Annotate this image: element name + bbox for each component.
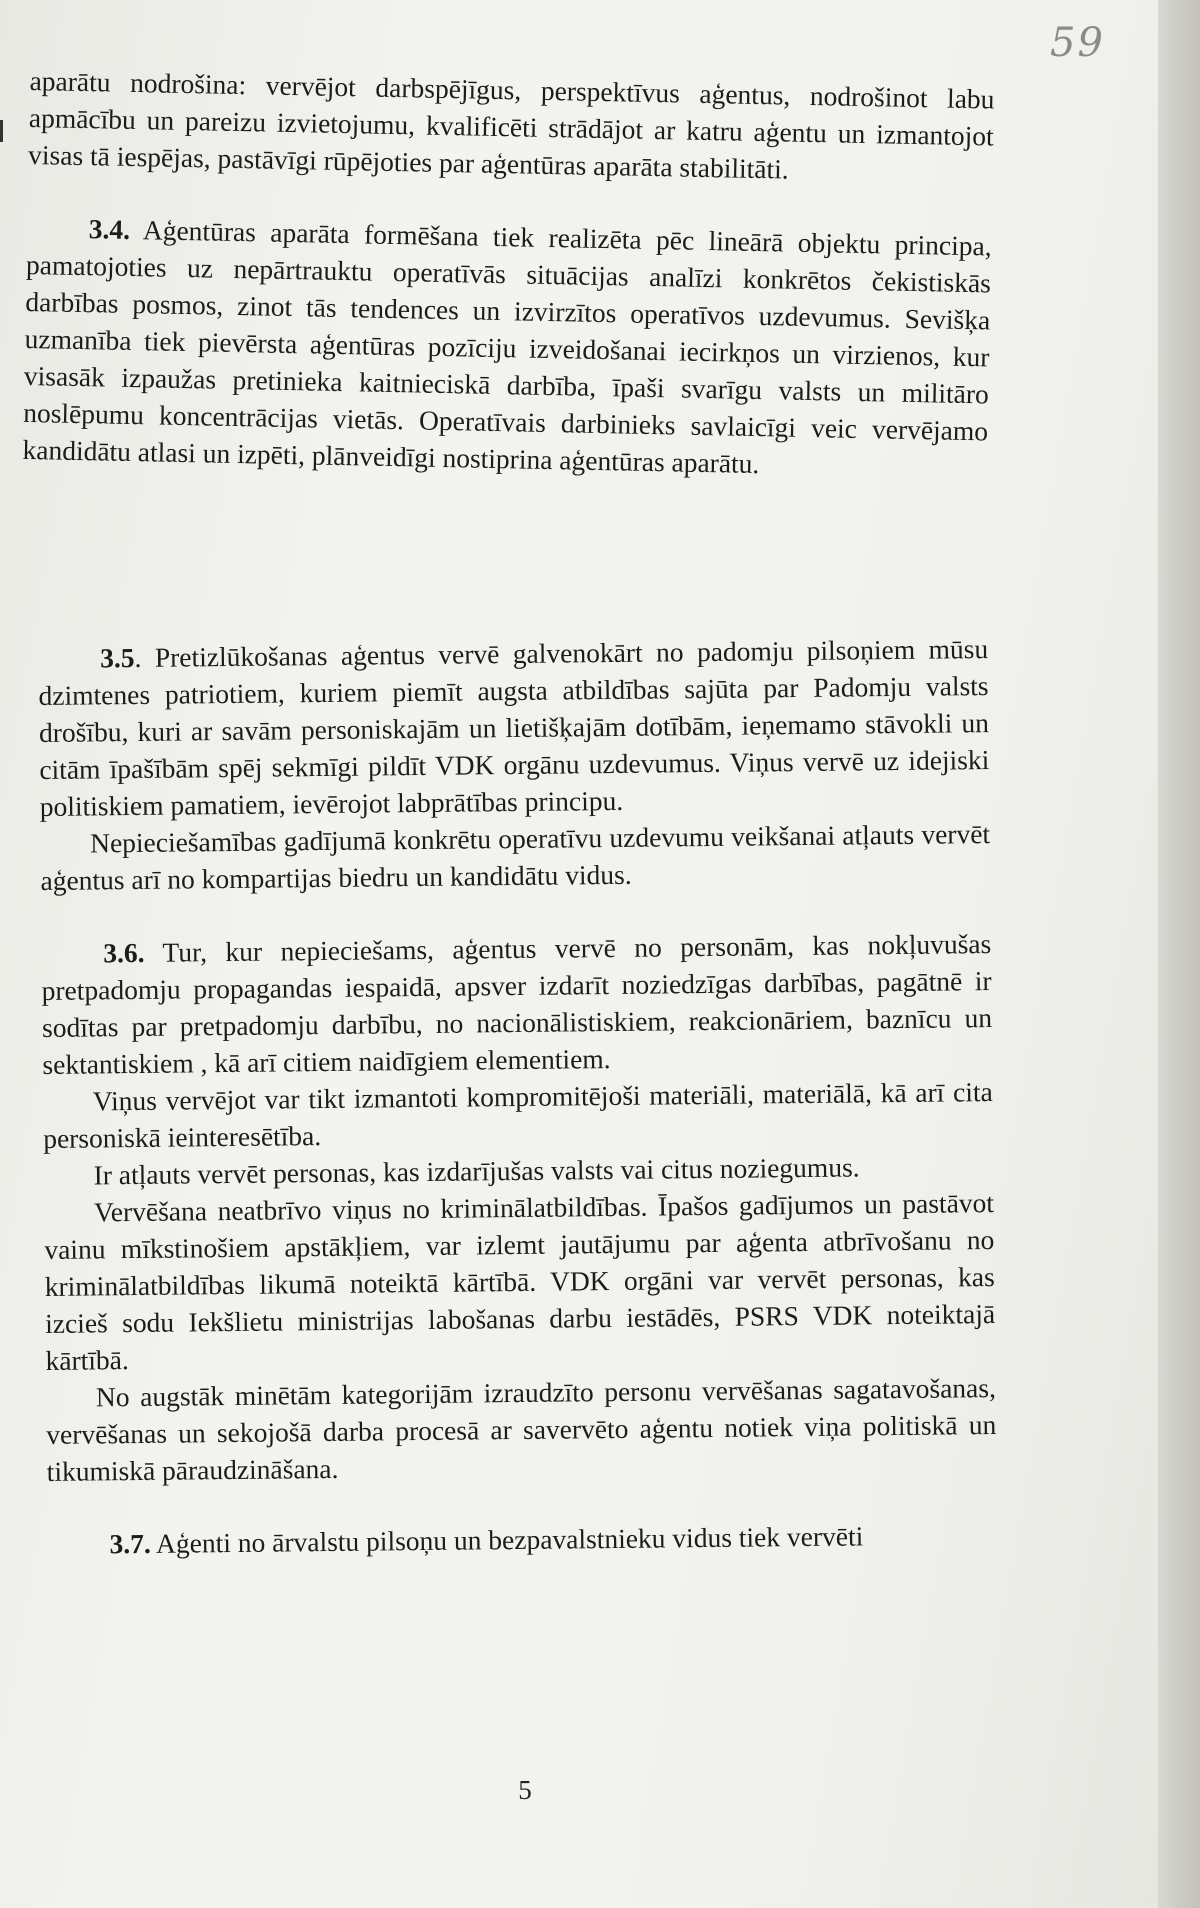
paragraph-3-6 xyxy=(41,925,992,1083)
page-edge-shadow xyxy=(1158,0,1200,1908)
paragraph-3-4-text: Aģentūras aparāta formēšana tiek realizēta pēc lineārā objektu principa, pamatojoties uz nepārtrauktu operatīvās situācijas analīzi konkrētos čekistiskās darbības posmos, zinot tās tendences un izvirzītos operatīvos uzdevumus. Sevišķa uzmanība tiek pievērsta aģentūras pozīciju izveidošanai iecirkņos un virzienos, kur visasāk izpaužas pretinieka kaitnieciskā darbība, īpaši svarīgu valsts un militāro noslēpumu koncentrācijas vietās. Operatīvais darbinieks savlaicīgi veic vervējamo kandidātu atlasi un izpēti, plānveidīgi nostiprina aģentūras aparātu. xyxy=(22,213,992,480)
paragraph-3-5-text: . Pretizlūkošanas aģentus vervē galvenokārt no padomju pilsoņiem mūsu dzimtenes patriotiem, kuriem piemīt augsta atbildības sajūta par Padomju valsts drošību, kuri ar savām personiskajām un lietišķajām dotībām, ieņemamo stāvokli un citām īpašībām spēj sekmīgi pildīt VDK orgānu uzdevumus. Viņus vervē uz idejiski politiskiem pamatiem, ievērojot labprātības principu. xyxy=(38,633,990,822)
margin-mark xyxy=(0,120,3,142)
paragraph-3-7-text: Aģenti no ārvalstu pilsoņu un bezpavalstnieku vidus tiek vervēti xyxy=(150,1520,864,1559)
paragraph-3-6-c: Ir atļauts vervēt personas, kas izdarījušas valsts vai citus noziegumus. xyxy=(93,1151,860,1191)
paragraph-3-6-b: Viņus vervējot var tikt izmantoti kompromitējoši materiāli, materiālā, kā arī cita personiskā ieinteresētība. xyxy=(43,1076,993,1154)
paragraph-3-5-b: Nepieciešamības gadījumā konkrētu operatīvu uzdevumu veikšanai atļauts vervēt aģentus arī no kompartijas biedru un kandidātu vidus. xyxy=(40,818,991,896)
page-number: 5 xyxy=(518,1775,532,1805)
section-number-3-4: 3.4. xyxy=(88,213,131,245)
paragraph-3-6-text: Tur, kur nepieciešams, aģentus vervē no personām, kas nokļuvušas pretpadomju propagandas iespaidā, apsver izdarīt noziedzīgas darbības, pagātnē ir sodītas par pretpadomju darbību, no nacionālistiskiem, reakcionāriem, baznīcu un sektantiskiem , kā arī citiem naidīgiem elementiem. xyxy=(41,928,993,1080)
paragraph-3-6-d: Vervēšana neatbrīvo viņus no kriminālatbildības. Īpašos gadījumos un pastāvot vainu mīkstinošiem apstākļiem, var izlemt jautājumu par aģenta atbrīvošanu no kriminālatbildības likumā noteiktā kārtībā. VDK orgāni var vervēt personas, kas izcieš sodu Iekšlietu ministrijas labošanas darbu iestādēs, PSRS VDK noteiktajā kārtībā. xyxy=(44,1187,996,1376)
paragraph-3-5 xyxy=(38,630,990,825)
section-number-3-5: 3.5 xyxy=(100,641,135,674)
section-number-3-7: 3.7. xyxy=(109,1527,151,1560)
lower-text-block xyxy=(38,630,998,1563)
paragraph-3-4 xyxy=(22,209,992,486)
paragraph-continuation: aparātu nodrošina: vervējot darbspējīgus, perspektīvus aģentus, nodrošinot labu apmācību un pareizu izvietojumu, kvalificēti strādājot ar katru aģentu un izmantojot visas tā iespējas, pastāvīgi rūpējoties par aģentūras aparāta stabilitāti. xyxy=(27,64,995,185)
upper-text-block xyxy=(22,62,995,486)
paragraph-3-6-e: No augstāk minētām kategorijām izraudzīto personu vervēšanas sagatavošanas, vervēšanas un sekojošā darba procesā ar savervēto aģentu notiek viņa politiskā un tikumiskā pāraudzināšana. xyxy=(46,1372,997,1487)
section-number-3-6: 3.6. xyxy=(103,936,145,969)
handwritten-folio-number: 59 xyxy=(1050,20,1105,66)
